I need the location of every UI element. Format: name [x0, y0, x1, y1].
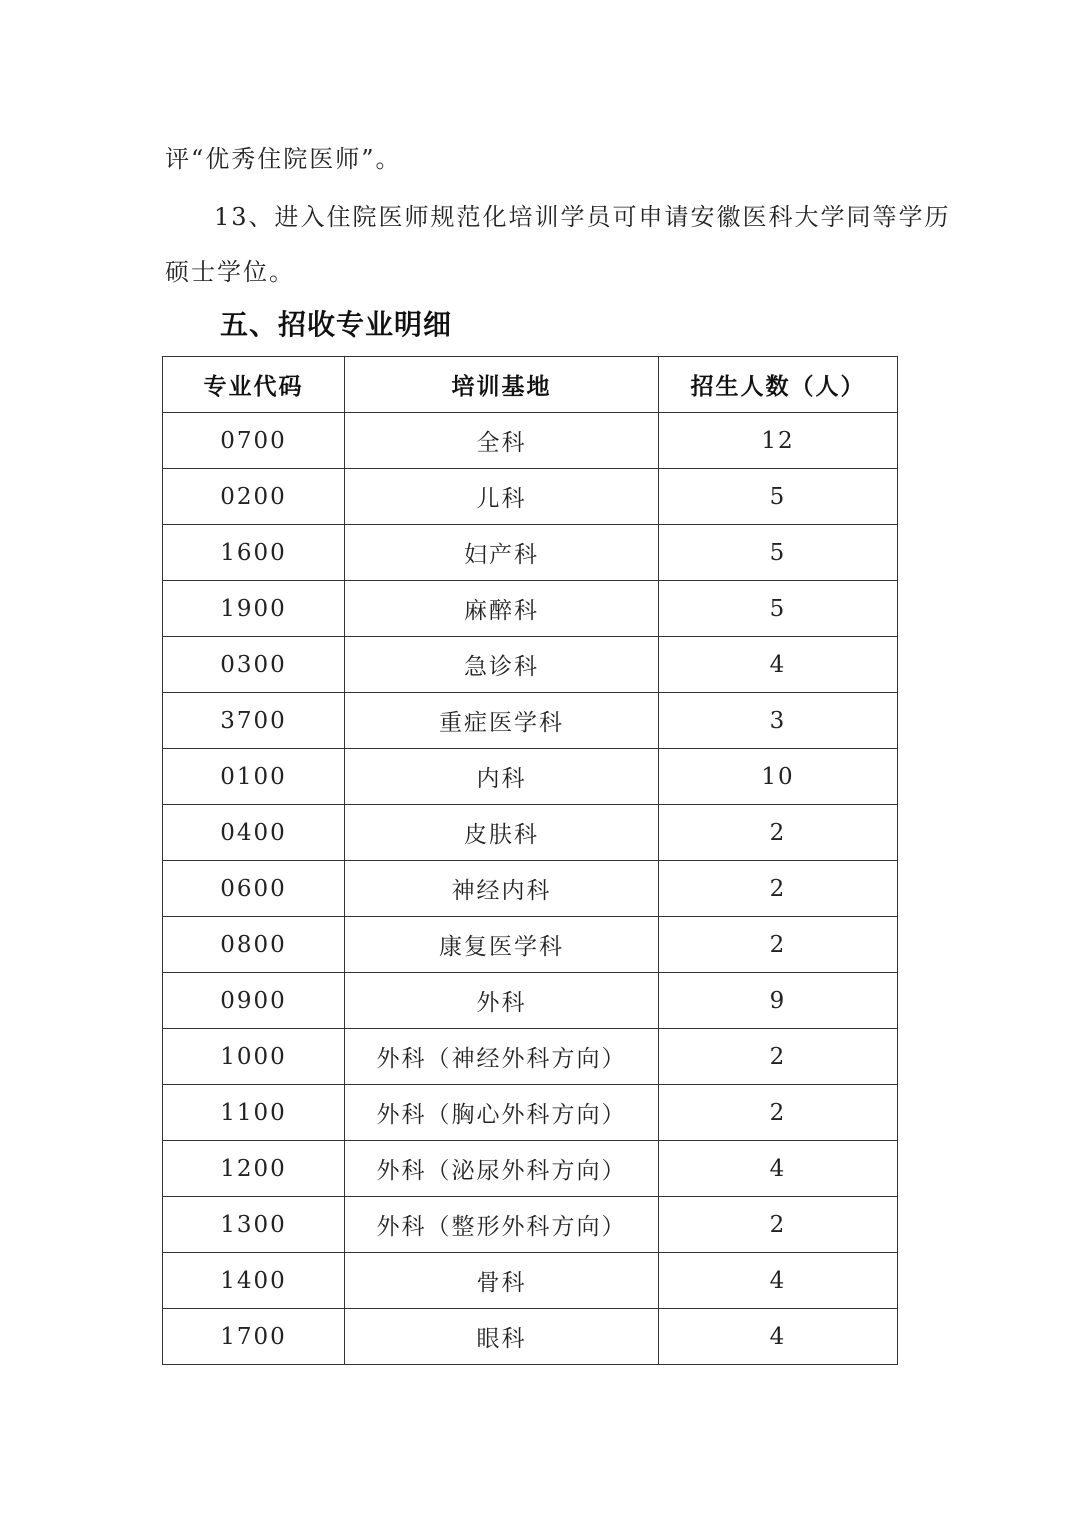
cell-code: 0100 — [163, 749, 345, 805]
cell-code: 1900 — [163, 581, 345, 637]
cell-base: 重症医学科 — [345, 693, 659, 749]
cell-code: 1000 — [163, 1029, 345, 1085]
cell-base: 妇产科 — [345, 525, 659, 581]
header-enrollment-count: 招生人数（人） — [659, 357, 898, 413]
table-row — [163, 1309, 898, 1365]
cell-count: 12 — [659, 413, 898, 469]
cell-count: 2 — [659, 1029, 898, 1085]
cell-base: 全科 — [345, 413, 659, 469]
table-row — [163, 749, 898, 805]
table-row — [163, 693, 898, 749]
cell-count: 2 — [659, 1197, 898, 1253]
cell-base: 内科 — [345, 749, 659, 805]
section-title: 五、招收专业明细 — [220, 308, 453, 341]
cell-count: 5 — [659, 525, 898, 581]
cell-count: 5 — [659, 469, 898, 525]
table-row — [163, 469, 898, 525]
cell-count: 4 — [659, 1141, 898, 1197]
cell-code: 1400 — [163, 1253, 345, 1309]
cell-base: 骨科 — [345, 1253, 659, 1309]
table-row — [163, 637, 898, 693]
header-specialty-code: 专业代码 — [163, 357, 345, 413]
cell-count: 2 — [659, 861, 898, 917]
table-row — [163, 805, 898, 861]
cell-count: 2 — [659, 1085, 898, 1141]
cell-code: 1300 — [163, 1197, 345, 1253]
cell-code: 0300 — [163, 637, 345, 693]
cell-code: 0600 — [163, 861, 345, 917]
enrollment-table — [162, 356, 898, 1365]
cell-count: 2 — [659, 917, 898, 973]
cell-base: 儿科 — [345, 469, 659, 525]
cell-base: 外科 — [345, 973, 659, 1029]
header-training-base: 培训基地 — [345, 357, 659, 413]
cell-count: 3 — [659, 693, 898, 749]
cell-code: 1200 — [163, 1141, 345, 1197]
table-row — [163, 1029, 898, 1085]
cell-count: 10 — [659, 749, 898, 805]
cell-base: 外科（整形外科方向） — [345, 1197, 659, 1253]
cell-count: 4 — [659, 637, 898, 693]
paragraph-line: 硕士学位。 — [165, 258, 295, 286]
table-row — [163, 1253, 898, 1309]
cell-code: 0400 — [163, 805, 345, 861]
cell-count: 2 — [659, 805, 898, 861]
table-row — [163, 1085, 898, 1141]
cell-base: 外科（泌尿外科方向） — [345, 1141, 659, 1197]
cell-base: 神经内科 — [345, 861, 659, 917]
cell-count: 9 — [659, 973, 898, 1029]
cell-code: 1600 — [163, 525, 345, 581]
table-header-row — [163, 357, 898, 413]
cell-code: 0200 — [163, 469, 345, 525]
cell-code: 1700 — [163, 1309, 345, 1365]
table-row — [163, 1141, 898, 1197]
cell-base: 外科（神经外科方向） — [345, 1029, 659, 1085]
table-row — [163, 1197, 898, 1253]
paragraph-line: 13、进入住院医师规范化培训学员可申请安徽医科大学同等学历 — [214, 203, 951, 231]
table-row — [163, 581, 898, 637]
cell-base: 皮肤科 — [345, 805, 659, 861]
cell-count: 4 — [659, 1309, 898, 1365]
cell-code: 1100 — [163, 1085, 345, 1141]
cell-count: 4 — [659, 1253, 898, 1309]
cell-code: 0700 — [163, 413, 345, 469]
cell-code: 0800 — [163, 917, 345, 973]
cell-code: 0900 — [163, 973, 345, 1029]
cell-base: 麻醉科 — [345, 581, 659, 637]
table-row — [163, 861, 898, 917]
cell-base: 急诊科 — [345, 637, 659, 693]
table-row — [163, 413, 898, 469]
cell-count: 5 — [659, 581, 898, 637]
table-row — [163, 525, 898, 581]
cell-code: 3700 — [163, 693, 345, 749]
table-row — [163, 973, 898, 1029]
cell-base: 外科（胸心外科方向） — [345, 1085, 659, 1141]
cell-base: 眼科 — [345, 1309, 659, 1365]
paragraph-line: 评“优秀住院医师”。 — [165, 145, 402, 173]
cell-base: 康复医学科 — [345, 917, 659, 973]
table-row — [163, 917, 898, 973]
